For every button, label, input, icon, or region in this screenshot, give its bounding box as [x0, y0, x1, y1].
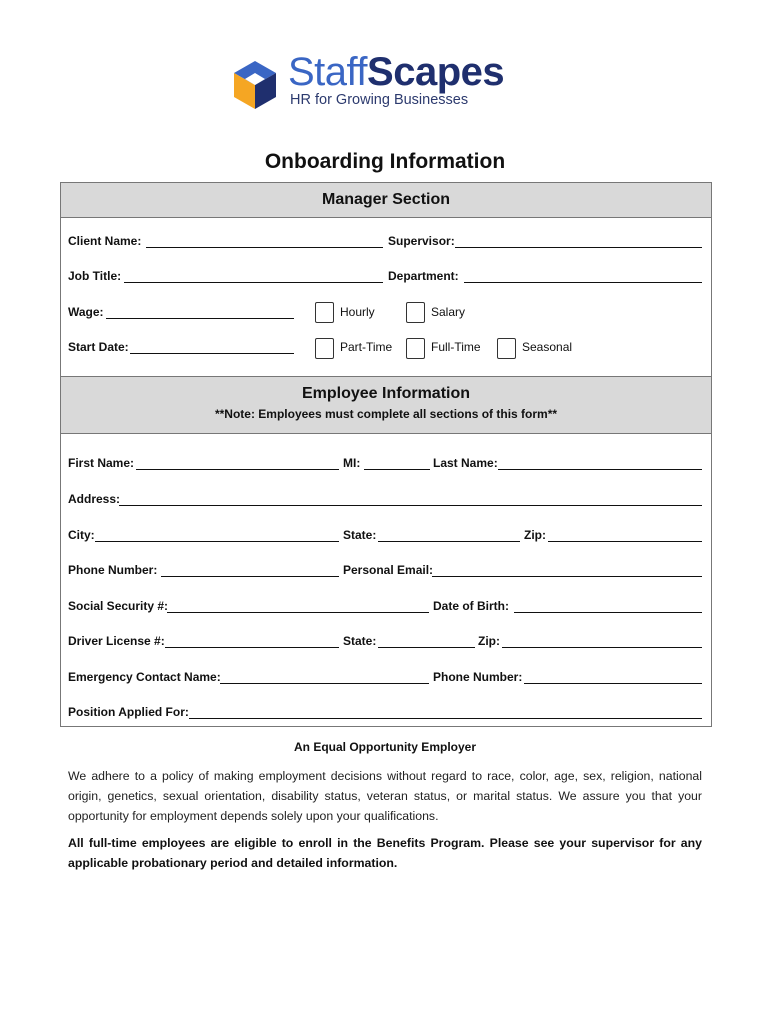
city-label: City:	[68, 528, 95, 542]
address-label: Address:	[68, 492, 121, 506]
emergency-contact-label: Emergency Contact Name:	[68, 670, 221, 684]
part-time-checkbox[interactable]	[315, 338, 334, 359]
manager-section-heading: Manager Section	[61, 183, 711, 218]
employee-section-heading: Employee Information	[301, 385, 471, 402]
wage-field[interactable]	[106, 318, 294, 319]
ssn-field[interactable]	[167, 612, 429, 613]
address-field[interactable]	[119, 505, 702, 506]
ssn-label: Social Security #:	[68, 599, 169, 613]
state-field[interactable]	[378, 541, 520, 542]
dl-state-label: State:	[343, 634, 377, 648]
full-time-label: Full-Time	[431, 340, 481, 354]
client-name-label: Client Name:	[68, 234, 142, 248]
first-name-label: First Name:	[68, 456, 135, 470]
department-field[interactable]	[464, 282, 702, 283]
staffscapes-logo	[232, 50, 552, 116]
job-title-label: Job Title:	[68, 269, 122, 283]
zip-label: Zip:	[524, 528, 546, 542]
emergency-phone-label: Phone Number:	[433, 670, 523, 684]
dl-zip-field[interactable]	[502, 647, 702, 648]
mi-field[interactable]	[364, 469, 430, 470]
start-date-label: Start Date:	[68, 340, 129, 354]
hourly-label: Hourly	[340, 305, 375, 319]
eeo-title: An Equal Opportunity Employer	[293, 740, 476, 754]
dl-zip-label: Zip:	[478, 634, 500, 648]
mi-label: MI:	[343, 456, 361, 470]
salary-label: Salary	[431, 305, 466, 319]
personal-email-field[interactable]	[432, 576, 702, 577]
eeo-paragraph: We adhere to a policy of making employment decisions without regard to race, color, age, sex, religion, national origin, genetics, sexual orientation, disability status, veteran status, or marital status. We assure you that your opportunity for employment depends solely upon your qualifications.	[68, 769, 702, 823]
position-applied-field[interactable]	[189, 718, 702, 719]
page-title: Onboarding Information	[264, 150, 506, 173]
emergency-contact-field[interactable]	[220, 683, 429, 684]
supervisor-label: Supervisor:	[388, 234, 455, 248]
state-label: State:	[343, 528, 377, 542]
employee-note: **Note: Employees must complete all sections of this form**	[214, 407, 558, 421]
brand-name: StaffScapes	[288, 50, 505, 94]
personal-email-label: Personal Email:	[343, 563, 434, 577]
dl-state-field[interactable]	[378, 647, 475, 648]
last-name-field[interactable]	[498, 469, 702, 470]
seasonal-checkbox[interactable]	[497, 338, 516, 359]
wage-label: Wage:	[68, 305, 104, 319]
employee-section-heading-band	[61, 377, 711, 434]
dob-label: Date of Birth:	[433, 599, 509, 613]
zip-field[interactable]	[548, 541, 702, 542]
emergency-phone-field[interactable]	[524, 683, 702, 684]
position-applied-label: Position Applied For:	[68, 705, 189, 719]
part-time-label: Part-Time	[340, 340, 393, 354]
city-field[interactable]	[95, 541, 339, 542]
driver-license-label: Driver License #:	[68, 634, 165, 648]
full-time-checkbox[interactable]	[406, 338, 425, 359]
client-name-field[interactable]	[146, 247, 383, 248]
start-date-field[interactable]	[130, 353, 294, 354]
seasonal-label: Seasonal	[522, 340, 573, 354]
dob-field[interactable]	[514, 612, 702, 613]
hourly-checkbox[interactable]	[315, 302, 334, 323]
benefits-paragraph: All full-time employees are eligible to enroll in the Benefits Program. Please see your supervisor for any applicable probationary period and detailed information.	[68, 836, 702, 870]
supervisor-field[interactable]	[455, 247, 702, 248]
cube-logo-icon	[232, 59, 278, 111]
department-label: Department:	[388, 269, 459, 283]
first-name-field[interactable]	[136, 469, 339, 470]
driver-license-field[interactable]	[165, 647, 339, 648]
salary-checkbox[interactable]	[406, 302, 425, 323]
phone-number-label: Phone Number:	[68, 563, 158, 577]
last-name-label: Last Name:	[433, 456, 498, 470]
brand-tagline: HR for Growing Businesses	[290, 92, 469, 108]
job-title-field[interactable]	[124, 282, 383, 283]
phone-number-field[interactable]	[161, 576, 339, 577]
